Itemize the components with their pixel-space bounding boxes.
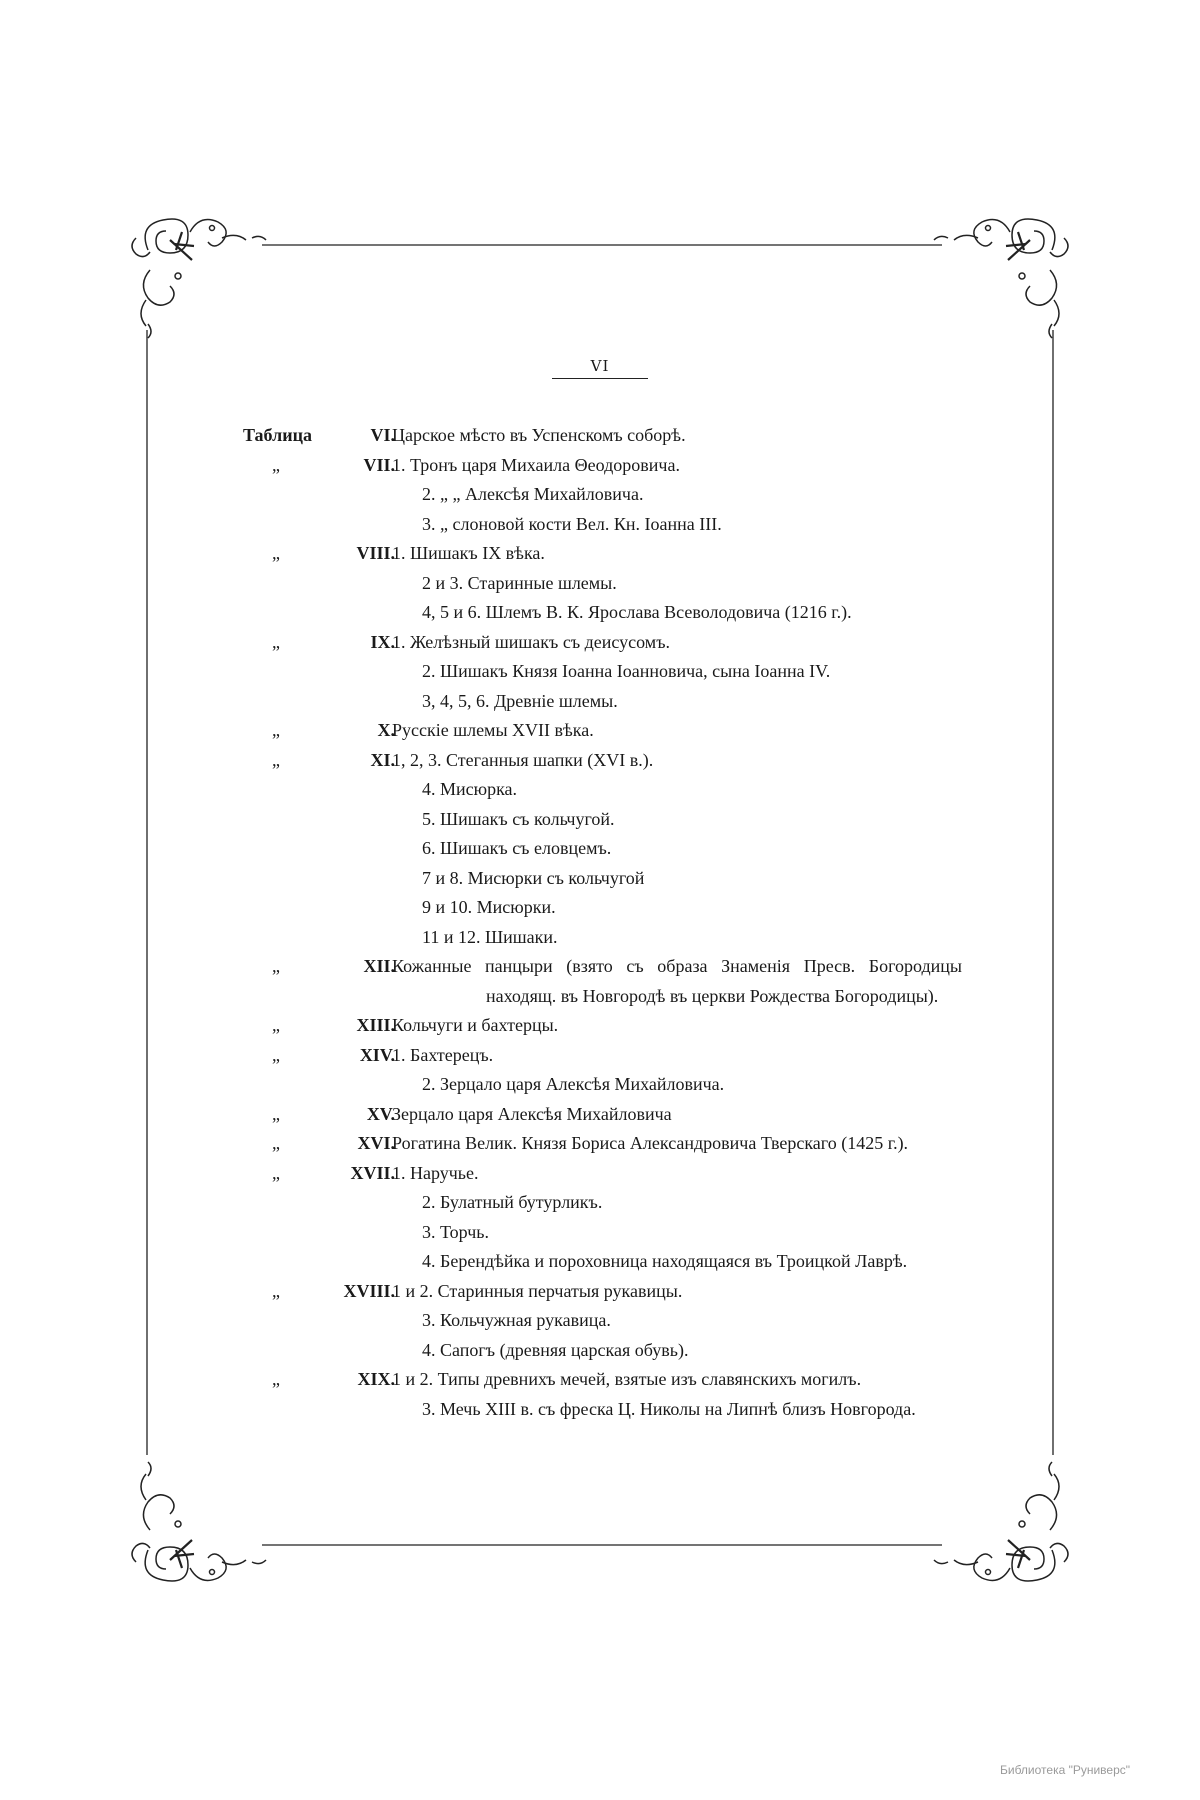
plate-description: 1. Шишакъ IX вѣка. — [392, 543, 545, 563]
plate-description: 1. Тронъ царя Михаила Θеодоровича. — [392, 454, 680, 475]
ditto-mark: „ — [272, 720, 280, 740]
plate-description: 2. „ „ Алексѣя Михайловича. — [422, 484, 644, 504]
plate-number: X. — [377, 720, 395, 740]
ditto-mark: „ — [272, 454, 280, 475]
list-row — [0, 1187, 1200, 1217]
plate-description: 11 и 12. Шишаки. — [422, 926, 558, 947]
list-row — [0, 1394, 1200, 1424]
plate-number: XVIII. — [343, 1280, 395, 1301]
plate-description: 2. Шишакъ Князя Іоанна Іоанновича, сына Іоанна IV. — [422, 661, 831, 681]
page-number-rule — [552, 378, 648, 379]
ditto-mark: „ — [272, 1015, 280, 1035]
plate-description: 1. Наручье. — [392, 1162, 479, 1183]
plate-description: 3. Торчь. — [422, 1221, 489, 1242]
list-row — [0, 1217, 1200, 1247]
list-row — [0, 863, 1200, 893]
list-row — [0, 1305, 1200, 1335]
list-row — [0, 1335, 1200, 1365]
plate-description: 9 и 10. Мисюрки. — [422, 897, 556, 917]
plate-number: XII. — [363, 956, 395, 976]
plate-description: 1 и 2. Старинныя перчатыя рукавицы. — [392, 1280, 683, 1301]
ditto-mark: „ — [272, 1369, 280, 1389]
list-row — [0, 833, 1200, 863]
list-row — [0, 686, 1200, 716]
library-watermark: Библиотека "Руниверс" — [1000, 1763, 1131, 1777]
ditto-mark: „ — [272, 956, 280, 976]
plate-description: 2. Булатный бутурликъ. — [422, 1192, 603, 1212]
ditto-mark: „ — [272, 1280, 280, 1301]
plate-description: 1 и 2. Типы древнихъ мечей, взятые изъ славянскихъ могилъ. — [392, 1369, 862, 1389]
list-row — [0, 1040, 1200, 1070]
plate-description: Кожанные панцыри (взято съ образа Знаменія Пресв. Богородицы — [392, 956, 962, 976]
ditto-mark: „ — [272, 1044, 280, 1065]
plate-number: VII. — [363, 454, 395, 475]
list-row — [0, 922, 1200, 952]
list-row — [0, 1364, 1200, 1394]
plate-description: 5. Шишакъ съ кольчугой. — [422, 808, 615, 829]
plate-number: XVII. — [350, 1162, 395, 1183]
plate-description: 4. Берендѣйка и пороховница находящаяся въ Троицкой Лаврѣ. — [422, 1251, 908, 1271]
corner-flourish-icon — [132, 219, 266, 338]
list-row — [0, 1276, 1200, 1306]
plate-description: 2. Зерцало царя Алексѣя Михайловича. — [422, 1074, 725, 1094]
plate-description: 1. Желѣзный шишакъ съ деисусомъ. — [392, 631, 670, 652]
plate-description: 4, 5 и 6. Шлемъ В. К. Ярослава Всеволодовича (1216 г.). — [422, 602, 852, 622]
list-row — [0, 538, 1200, 568]
plate-number: VI. — [370, 425, 395, 445]
ditto-mark: „ — [272, 749, 280, 770]
list-row — [0, 774, 1200, 804]
ditto-mark: „ — [272, 1103, 280, 1124]
plate-description: 1, 2, 3. Стеганныя шапки (XVI в.). — [392, 749, 654, 770]
plate-description: Зерцало царя Алексѣя Михайловича — [392, 1103, 672, 1124]
plate-description: Русскіе шлемы XVII вѣка. — [392, 720, 594, 740]
list-row — [0, 597, 1200, 627]
plate-description: находящ. въ Новгородѣ въ церкви Рождества Богородицы). — [486, 985, 939, 1006]
plate-description: 2 и 3. Старинные шлемы. — [422, 572, 617, 593]
ditto-mark: „ — [272, 631, 280, 652]
plate-number: XIV. — [359, 1044, 395, 1065]
plate-description: 3. „ слоновой кости Вел. Кн. Іоанна III. — [422, 513, 722, 534]
list-row — [0, 951, 1200, 981]
plate-number: XIII. — [356, 1015, 395, 1035]
plate-number: VIII. — [356, 543, 395, 563]
list-row — [0, 656, 1200, 686]
row-label: Таблица — [243, 425, 312, 445]
plate-number: XIX. — [357, 1369, 395, 1389]
page-number: VI — [590, 357, 610, 375]
list-row — [0, 479, 1200, 509]
list-row — [0, 892, 1200, 922]
list-row — [0, 450, 1200, 480]
plate-description: 3. Мечь XIII в. съ фреска Ц. Николы на Липнѣ близъ Новгорода. — [422, 1398, 916, 1419]
list-row — [0, 627, 1200, 657]
list-row — [0, 1246, 1200, 1276]
plate-number: XV. — [366, 1103, 395, 1124]
list-row — [0, 1010, 1200, 1040]
list-row — [0, 1128, 1200, 1158]
plate-number: XI. — [370, 749, 395, 770]
list-row — [0, 715, 1200, 745]
plate-description: Рогатина Велик. Князя Бориса Александровича Тверскаго (1425 г.). — [392, 1133, 909, 1153]
plate-description: 6. Шишакъ съ еловцемъ. — [422, 838, 612, 858]
ditto-mark: „ — [272, 1162, 280, 1183]
plate-number: XVI. — [357, 1133, 395, 1153]
plate-description: 3. Кольчужная рукавица. — [422, 1310, 611, 1330]
list-row — [0, 981, 1200, 1011]
plate-description: 4. Сапогъ (древняя царская обувь). — [422, 1339, 689, 1360]
plate-description: 4. Мисюрка. — [422, 779, 518, 799]
list-row — [0, 1099, 1200, 1129]
list-row — [0, 509, 1200, 539]
plate-number: IX. — [370, 631, 395, 652]
plate-description: 3, 4, 5, 6. Древніе шлемы. — [422, 690, 618, 711]
list-row — [0, 1158, 1200, 1188]
ditto-mark: „ — [272, 1133, 280, 1153]
list-row — [0, 804, 1200, 834]
list-row — [0, 568, 1200, 598]
plate-description: Царское мѣсто въ Успенскомъ соборѣ. — [392, 425, 686, 445]
list-row — [0, 1069, 1200, 1099]
plate-description: Кольчуги и бахтерцы. — [392, 1015, 559, 1035]
list-row — [0, 745, 1200, 775]
plate-description: 1. Бахтерецъ. — [392, 1044, 494, 1065]
list-row — [0, 420, 1200, 450]
plate-description: 7 и 8. Мисюрки съ кольчугой — [422, 867, 645, 888]
ditto-mark: „ — [272, 543, 280, 563]
